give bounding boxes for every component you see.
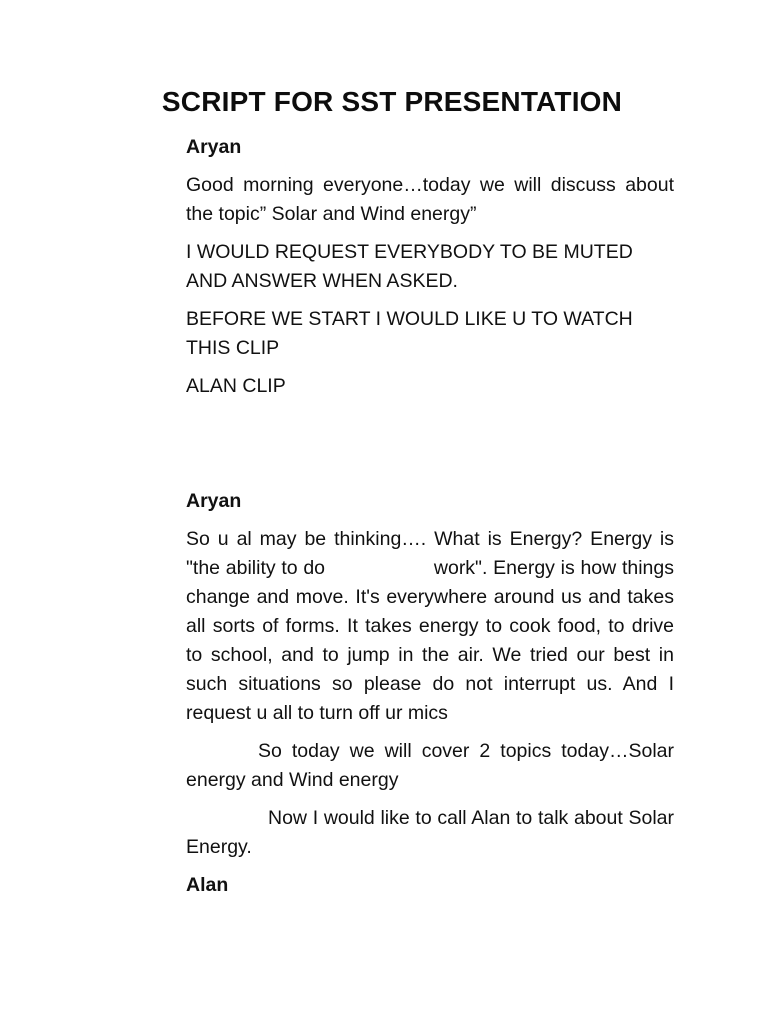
speaker-name: Aryan (186, 136, 242, 158)
paragraph: ALAN CLIP (186, 375, 286, 397)
document-title: SCRIPT FOR SST PRESENTATION (161, 86, 623, 117)
paragraph: Good morning everyone…today we will discuss about the topic” Solar and Wind energy” (186, 174, 674, 225)
paragraph: I WOULD REQUEST EVERYBODY TO BE MUTED AND ANSWER WHEN ASKED. (186, 241, 633, 292)
paragraph: BEFORE WE START I WOULD LIKE U TO WATCH THIS CLIP (186, 308, 633, 359)
speaker-name: Aryan (186, 490, 242, 512)
paragraph: Now I would like to call Alan to talk about Solar Energy. (186, 807, 674, 858)
paragraph: So u al may be thinking…. What is Energy? Energy is "the ability to do work". Energy is how things change and move. It's everywhere around us and takes all sorts of forms. It takes energy to cook food, to drive to school, and to jump in the air. We tried our best in such situations so please do not interrupt us. And I request u all to turn off ur mics (186, 528, 680, 724)
document-body (186, 133, 680, 909)
paragraph: So today we will cover 2 topics today…Solar energy and Wind energy (186, 740, 674, 791)
blank-space (186, 410, 674, 487)
speaker-name: Alan (186, 874, 229, 896)
